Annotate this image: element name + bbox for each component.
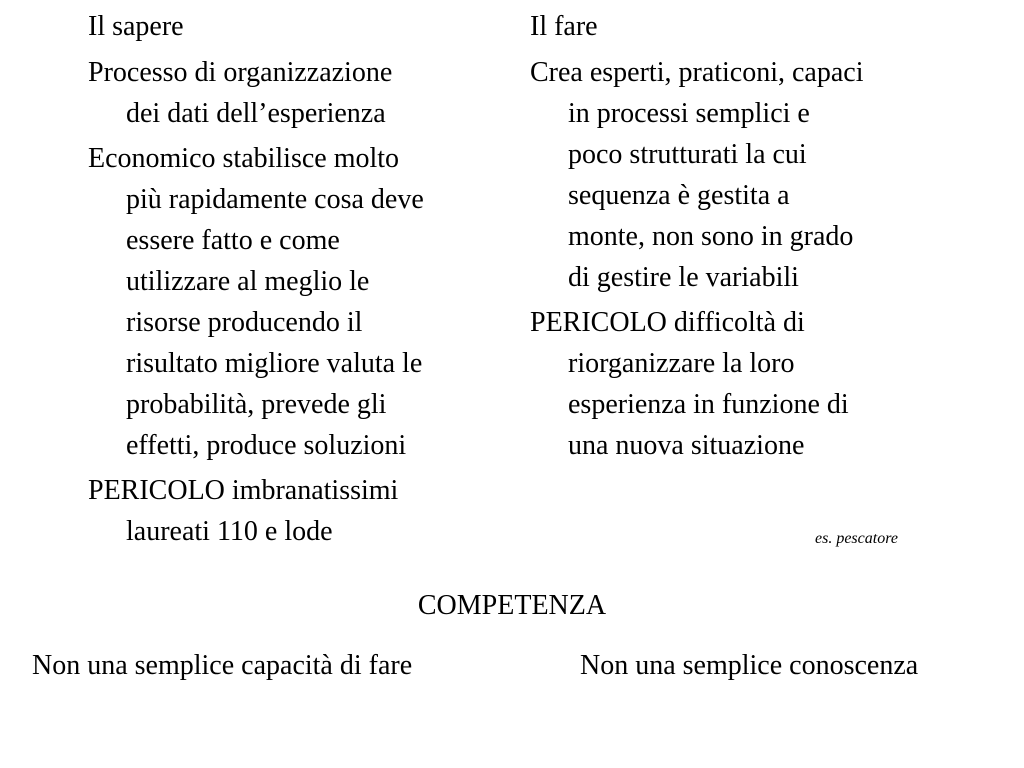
left-paragraph-economic	[88, 138, 508, 466]
text-line: Processo di organizzazione	[88, 57, 393, 88]
text-line: esperienza in funzione di	[568, 389, 849, 420]
left-paragraph-process	[88, 52, 508, 134]
left-column	[88, 8, 508, 556]
right-paragraph-experts	[530, 52, 950, 298]
text-line: poco strutturati la cui	[568, 139, 807, 170]
text-line: una nuova situazione	[568, 430, 805, 461]
text-line: più rapidamente cosa deve	[126, 184, 424, 215]
bottom-left-caption: Non una semplice capacità di fare	[32, 650, 413, 681]
text-line: monte, non sono in grado	[568, 221, 854, 252]
text-line: effetti, produce soluzioni	[126, 430, 407, 461]
text-line: PERICOLO difficoltà di	[530, 307, 805, 338]
text-line: sequenza è gestita a	[568, 180, 790, 211]
bottom-right-caption: Non una semplice conoscenza	[580, 650, 919, 681]
right-paragraph-danger	[530, 302, 950, 466]
text-line: utilizzare al meglio le	[126, 266, 370, 297]
left-heading: Il sapere	[88, 11, 184, 42]
text-line: di gestire le variabili	[568, 262, 799, 293]
right-heading: Il fare	[530, 11, 598, 42]
text-line: probabilità, prevede gli	[126, 389, 387, 420]
text-line: risorse producendo il	[126, 307, 363, 338]
text-line: in processi semplici e	[568, 98, 810, 129]
right-column	[530, 8, 950, 470]
text-line: dei dati dell’esperienza	[126, 98, 386, 129]
text-line: risultato migliore valuta le	[126, 348, 423, 379]
example-note: es. pescatore	[815, 530, 898, 547]
text-line: essere fatto e come	[126, 225, 340, 256]
text-line: PERICOLO imbranatissimi	[88, 475, 399, 506]
text-line: laureati 110 e lode	[126, 516, 333, 547]
left-paragraph-danger	[88, 470, 508, 552]
competence-title: COMPETENZA	[417, 590, 607, 621]
text-line: Economico stabilisce molto	[88, 143, 400, 174]
text-line: Crea esperti, praticoni, capaci	[530, 57, 864, 88]
text-line: riorganizzare la loro	[568, 348, 795, 379]
